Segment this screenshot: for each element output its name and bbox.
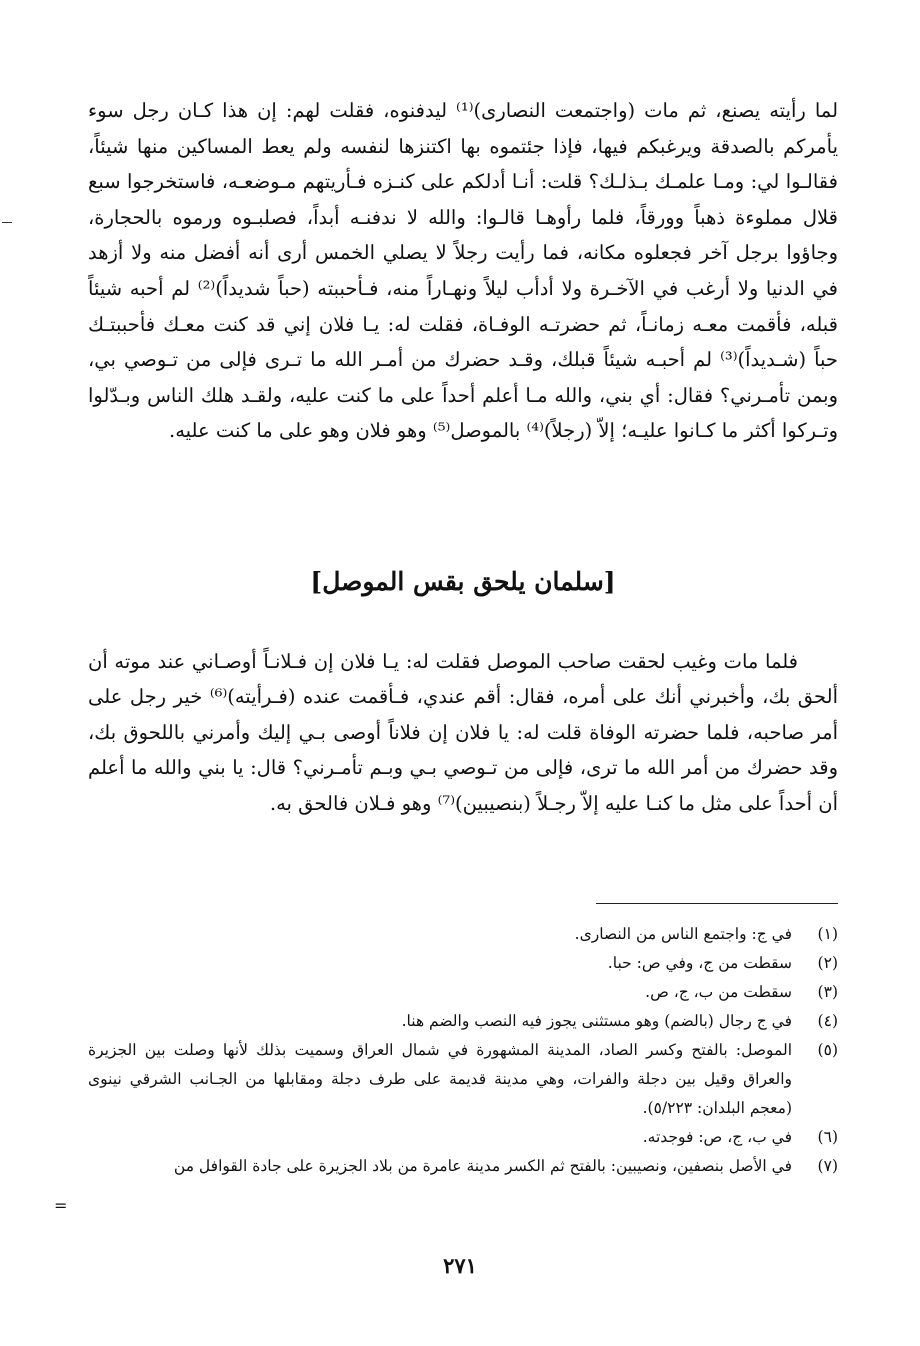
continuation-mark: = xyxy=(54,1196,68,1215)
footnote-text: في ج رجال (بالضم) وهو مستثنى يجوز فيه النصب والضم هنا. xyxy=(401,1012,792,1030)
footnote-text: في ب، ج، ص: فوجدته. xyxy=(642,1128,792,1146)
paragraph-2: فلما مات وغيب لحقت صاحب الموصل فقلت له: يـا فلان إن فـلانـاً أوصـاني عند موته أن ألحق بك، وأخبرني أنك على أمره، فقال: أقم عندي، فـأقمت عنده (فـرأيته)⁽⁶⁾ خير رجل على أمر صاحبه، فلما حضرته الوفاة قلت له: يا فلان إن فلاناً أوصى بـي إليك وأمرني باللحوق بك، وقد حضرك من أمر الله ما ترى، فإلى من تـوصي بـي وبـم تأمـرني؟ قال: يا بني والله ما أعلم أن أحداً على مثل ما كنـا عليه إلاّ رجـلاً (بنصيبين)⁽⁷⁾ وهو فـلان فالحق به. xyxy=(88,649,838,815)
footnote-6 xyxy=(88,1123,838,1152)
footnote-4 xyxy=(88,1007,838,1036)
footnote-number: (٦) xyxy=(817,1128,838,1146)
footnote-number: (٤) xyxy=(817,1012,838,1030)
paragraph-1: لما رأيته يصنع، ثم مات (واجتمعت النصارى)⁽¹⁾ ليدفنوه، فقلت لهم: إن هذا كـان رجل سوء يأمركم بالصدقة ويرغبكم فيها، فإذا جئتموه بها اكتنزها لنفسه ولم يعط المساكين منها شيئاً، فقالـوا لي: ومـا علمـك بـذلـك؟ قلت: أنـا أدلكم على كنـزه فـأريتهم مـوضعـه، فاستخرجوا سبع قلال مملوءة ذهباً وورقاً، فلما رأوهـا قالـوا: والله لا ندفنـه أبداً، فصلبـوه ورموه بالحجارة، وجاؤوا برجل آخر فجعلوه مكانه، فما رأيت رجلاً لا يصلي الخمس أرى أنه أفضل منه ولا أزهد في الدنيا ولا أرغب في الآخـرة ولا أدأب ليلاً ونهـاراً منه، فـأحببته (حباً شديداً)⁽²⁾ لم أحبه شيئاً قبله، فأقمت معـه زمانـاً، ثم حضرتـه الوفـاة، فقلت له: يـا فلان إني قد كنت معـك فأحببتـك حباً (شـديداً)⁽³⁾ لم أحبـه شيئاً قبلك، وقـد حضرك من أمـر الله ما تـرى فإلى من تـوصي بي، وبمن تأمـرني؟ فقال: أي بني، والله مـا أعلم أحداً على ما كنت عليه، ولقـد هلك الناس وبـدّلوا وتـركوا أكثر ما كـانوا عليـه؛ إلاّ (رجلاً)⁽⁴⁾ بالموصل⁽⁵⁾ وهو فلان وهو على ما كنت عليه. xyxy=(88,99,839,443)
scan-edge-mark xyxy=(2,222,12,223)
footnote-text: سقطت من ب، ج، ص. xyxy=(645,983,792,1001)
footnote-7 xyxy=(88,1152,838,1181)
footnote-text: في الأصل بنصفين، ونصيبين: بالفتح ثم الكسر مدينة عامرة من بلاد الجزيرة على جادة القوافل من xyxy=(173,1157,792,1175)
footnote-text: سقطت من ج، وفي ص: حبا. xyxy=(607,954,792,972)
footnote-number: (٢) xyxy=(817,954,838,972)
footnote-1 xyxy=(88,920,838,949)
footnote-text: الموصل: بالفتح وكسر الصاد، المدينة المشهورة في شمال العراق وسميت بذلك لأنها وصلت بين الجزيرة والعراق وقيل بين دجلة والفرات، وهي مدينة قديمة على طرف دجلة ومقابلها من الجـانب الشرقي نينوى (معجم البلدان: ٥/٢٢٣). xyxy=(88,1041,792,1117)
footnotes xyxy=(88,920,838,1181)
footnote-number: (٧) xyxy=(817,1157,838,1175)
main-text-block xyxy=(88,93,838,449)
page-number: ٢٧١ xyxy=(443,1253,477,1278)
footnote-5 xyxy=(88,1036,838,1123)
footnote-separator xyxy=(596,903,838,904)
footnote-text: في ج: واجتمع الناس من النصارى. xyxy=(574,925,792,943)
footnote-2 xyxy=(88,949,838,978)
footnote-number: (١) xyxy=(817,925,838,943)
section-heading: [سلمان يلحق بقس الموصل] xyxy=(310,567,616,596)
main-text-block-2 xyxy=(88,624,838,841)
footnote-3 xyxy=(88,978,838,1007)
footnote-number: (٣) xyxy=(817,983,838,1001)
footnote-number: (٥) xyxy=(817,1041,838,1059)
